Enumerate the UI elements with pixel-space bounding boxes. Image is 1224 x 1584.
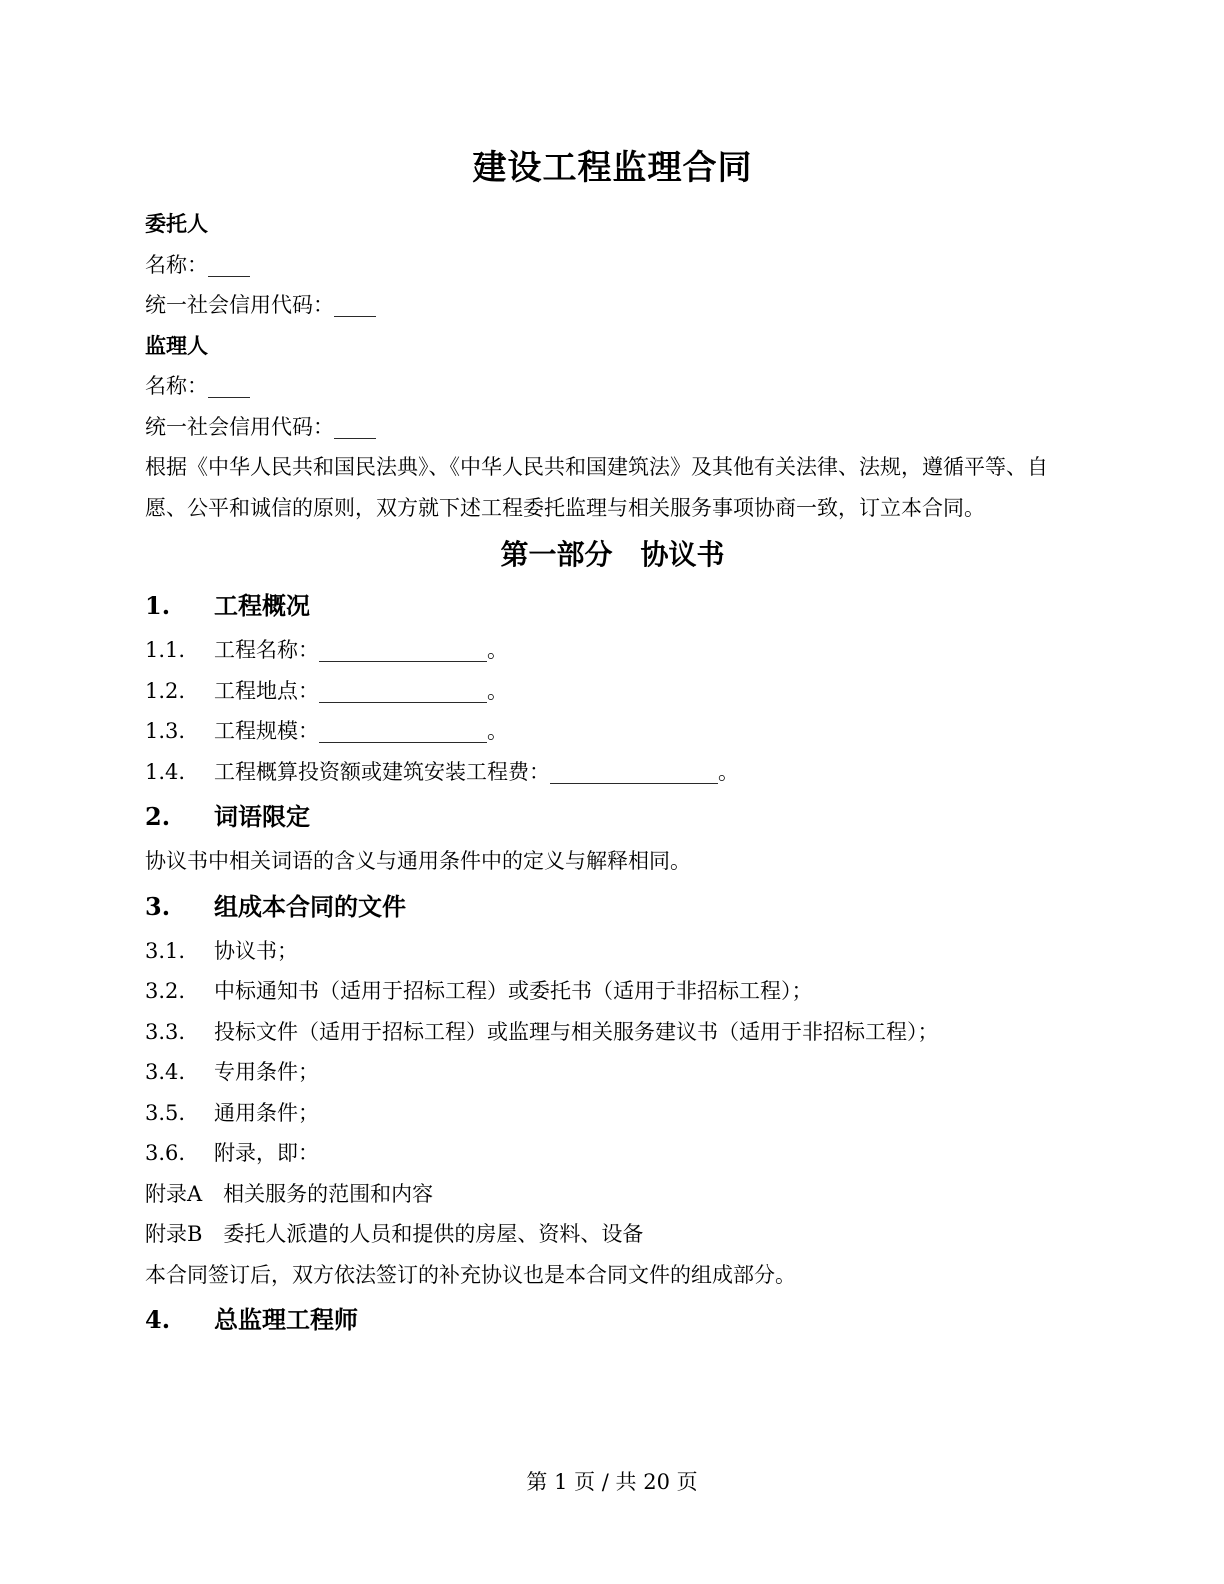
list-item xyxy=(145,752,1080,793)
section-number: 2. xyxy=(145,802,171,831)
section-heading-3 xyxy=(145,882,1080,931)
section-number: 1. xyxy=(145,591,171,620)
supervisor-heading: 监理人 xyxy=(145,332,208,358)
section-title: 总监理工程师 xyxy=(214,1305,358,1334)
supervisor-credit-code-field: 统一社会信用代码：____ xyxy=(145,414,376,439)
supervisor-name-field: 名称：____ xyxy=(145,374,250,398)
list-item xyxy=(145,1093,1080,1134)
item-number: 3.5. xyxy=(145,1100,186,1125)
item-text: 专用条件； xyxy=(214,1060,319,1084)
principal-heading: 委托人 xyxy=(145,211,208,236)
item-text: 工程地点：________________。 xyxy=(214,678,508,703)
principal-credit-code-field: 统一社会信用代码：____ xyxy=(145,293,376,317)
section-number: 3. xyxy=(145,891,171,921)
section-heading-2 xyxy=(145,792,1080,841)
section-title: 词语限定 xyxy=(214,802,310,831)
item-text: 中标通知书（适用于招标工程）或委托书（适用于非招标工程）； xyxy=(214,979,813,1003)
section-3-closing: 本合同签订后，双方依法签订的补充协议也是本合同文件的组成部分。 xyxy=(145,1262,796,1287)
item-number: 3.4. xyxy=(145,1060,186,1084)
item-text: 工程名称：________________。 xyxy=(214,638,508,662)
section-title: 组成本合同的文件 xyxy=(214,891,406,921)
item-number: 1.2. xyxy=(145,678,186,703)
list-item xyxy=(145,711,1080,752)
document-page xyxy=(145,140,1080,1344)
item-number: 3.3. xyxy=(145,1019,186,1044)
section-2-body: 协议书中相关词语的含义与通用条件中的定义与解释相同。 xyxy=(145,849,691,873)
list-item xyxy=(145,931,1080,972)
section-title: 工程概况 xyxy=(214,591,310,620)
part-one-title: 第一部分 协议书 xyxy=(500,538,725,571)
item-text: 通用条件； xyxy=(214,1100,319,1125)
item-text: 协议书； xyxy=(214,938,298,963)
page-footer: 第 1 页 / 共 20 页 xyxy=(526,1470,698,1494)
list-item xyxy=(145,671,1080,712)
list-item xyxy=(145,1012,1080,1053)
section-heading-1 xyxy=(145,581,1080,630)
item-number: 3.2. xyxy=(145,979,186,1003)
item-number: 1.3. xyxy=(145,719,186,743)
preamble-paragraph: 根据《中华人民共和国民法典》、《中华人民共和国建筑法》及其他有关法律、法规，遵循平等、自愿、公平和诚信的原则，双方就下述工程委托监理与相关服务事项协商一致，订立本合同。 xyxy=(145,455,1048,520)
item-number: 3.1. xyxy=(145,938,186,963)
item-number: 3.6. xyxy=(145,1141,186,1165)
section-number: 4. xyxy=(145,1305,171,1334)
item-number: 1.4. xyxy=(145,759,186,784)
item-text: 附录，即： xyxy=(214,1141,319,1165)
item-text: 工程规模：________________。 xyxy=(214,719,508,743)
item-text: 工程概算投资额或建筑安装工程费：________________。 xyxy=(214,759,739,784)
list-item xyxy=(145,630,1080,671)
appendix-a-line: 附录A 相关服务的范围和内容 xyxy=(145,1181,434,1206)
principal-name-field: 名称：____ xyxy=(145,252,250,277)
document-title: 建设工程监理合同 xyxy=(472,148,753,188)
item-number: 1.1. xyxy=(145,638,186,662)
item-text: 投标文件（适用于招标工程）或监理与相关服务建议书（适用于非招标工程）； xyxy=(214,1019,939,1044)
section-heading-4 xyxy=(145,1295,1080,1344)
list-item xyxy=(145,1133,1080,1174)
list-item xyxy=(145,971,1080,1012)
list-item xyxy=(145,1052,1080,1093)
appendix-b-line: 附录B 委托人派遣的人员和提供的房屋、资料、设备 xyxy=(145,1222,644,1246)
